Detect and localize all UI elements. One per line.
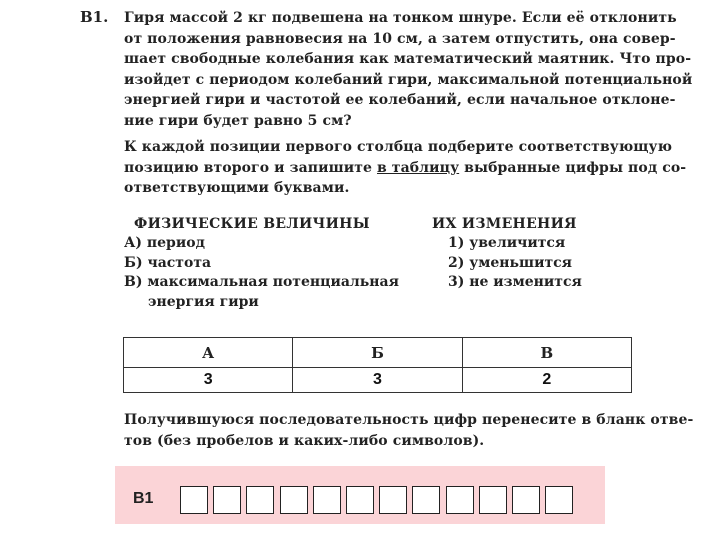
transfer-note xyxy=(124,410,694,451)
transfer-note-line: Получившуюся последовательность цифр перенесите в бланк отве- xyxy=(124,412,694,428)
changes-list xyxy=(448,234,582,293)
condition-line: от положения равновесия на 10 см, а затем отпустить, она совер- xyxy=(124,30,676,47)
answer-header-b: Б xyxy=(293,338,462,368)
answer-form-cell[interactable] xyxy=(246,486,274,514)
answer-cell-v[interactable]: 2 xyxy=(462,368,631,393)
answer-header-a: А xyxy=(124,338,293,368)
answer-cell-a[interactable]: 3 xyxy=(124,368,293,393)
answer-form-cells xyxy=(180,486,578,514)
answer-form-cell[interactable] xyxy=(180,486,208,514)
changes-heading: ИХ ИЗМЕНЕНИЯ xyxy=(432,216,577,232)
quantity-item-a: А) период xyxy=(124,235,205,251)
answer-form-label: B1 xyxy=(133,490,154,507)
task-condition xyxy=(124,8,693,131)
answer-header-v: В xyxy=(462,338,631,368)
answer-form-cell[interactable] xyxy=(446,486,474,514)
answer-form-cell[interactable] xyxy=(512,486,540,514)
quantity-item-v-continuation: энергия гири xyxy=(148,293,259,310)
quantity-item-v: В) максимальная потенциальная xyxy=(124,274,399,290)
instruction-line: К каждой позиции первого столбца подберите соответствующую xyxy=(124,139,673,155)
answer-form-cell[interactable] xyxy=(479,486,507,514)
answer-form-cell[interactable] xyxy=(213,486,241,514)
task-number: В1. xyxy=(80,8,109,26)
answer-form-cell[interactable] xyxy=(346,486,374,514)
condition-line: ние гири будет равно 5 см? xyxy=(124,112,352,129)
physical-quantities-list xyxy=(124,234,399,312)
answer-form-cell[interactable] xyxy=(280,486,308,514)
table-link[interactable]: в таблицу xyxy=(377,159,460,176)
quantity-item-b: Б) частота xyxy=(124,254,212,271)
condition-line: Гиря массой 2 кг подвешена на тонком шнуре. Если её отклонить xyxy=(124,10,677,26)
task-instruction xyxy=(124,137,687,199)
answer-table xyxy=(123,337,632,393)
instruction-line: позицию второго и запишите в таблицу выбранные цифры под со- xyxy=(124,159,687,176)
answer-form-cell[interactable] xyxy=(412,486,440,514)
answer-cell-b[interactable]: 3 xyxy=(293,368,462,393)
transfer-note-line: тов (без пробелов и каких-либо символов). xyxy=(124,432,485,449)
condition-line: энергией гири и частотой ее колебаний, если начальное отклоне- xyxy=(124,92,676,108)
instruction-line: ответствующими буквами. xyxy=(124,180,350,196)
answer-form-cell[interactable] xyxy=(379,486,407,514)
condition-line: шает свободные колебания как математический маятник. Что про- xyxy=(124,51,692,67)
condition-line: изойдет с периодом колебаний гири, максимальной потенциальной xyxy=(124,71,693,88)
answer-form-cell[interactable] xyxy=(313,486,341,514)
change-item-3: 3) не изменится xyxy=(448,274,582,290)
answer-form-cell[interactable] xyxy=(545,486,573,514)
physical-quantities-heading: ФИЗИЧЕСКИЕ ВЕЛИЧИНЫ xyxy=(134,216,370,232)
answer-form xyxy=(115,466,605,524)
change-item-1: 1) увеличится xyxy=(448,235,566,251)
change-item-2: 2) уменьшится xyxy=(448,254,572,271)
